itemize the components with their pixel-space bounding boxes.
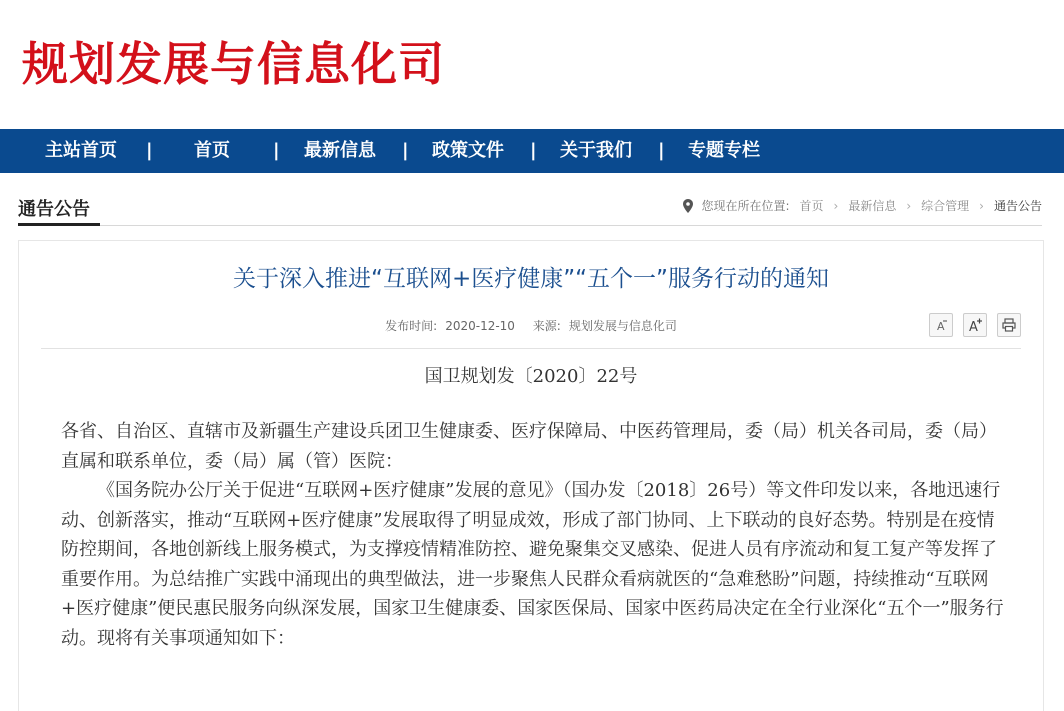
section-title-underline — [18, 223, 100, 226]
article-title: 关于深入推进“互联网+医疗健康”“五个一”服务行动的通知 — [233, 266, 829, 292]
nav-item-latest-info[interactable]: 最新信息 — [304, 140, 376, 161]
nav-item-main-home[interactable]: 主站首页 — [45, 140, 117, 161]
nav-separator: | — [273, 140, 280, 161]
nav-separator: | — [658, 140, 665, 161]
nav-item-special-topics[interactable]: 专题专栏 — [688, 140, 760, 161]
nav-separator: | — [146, 140, 153, 161]
breadcrumb-arrow-icon: › — [979, 199, 984, 213]
article-container — [18, 240, 1044, 711]
breadcrumb-arrow-icon: › — [833, 199, 839, 213]
article-meta — [19, 317, 1043, 335]
document-number: 国卫规划发〔2020〕22号 — [424, 366, 638, 387]
breadcrumb-item-notices: 通告公告 — [993, 199, 1042, 213]
publish-date-label: 发布时间: — [385, 319, 438, 333]
nav-item-home[interactable]: 首页 — [194, 140, 230, 161]
article-header-divider — [41, 348, 1021, 349]
location-pin-icon — [683, 199, 693, 213]
font-decrease-icon — [933, 317, 949, 333]
svg-text:A: A — [969, 320, 978, 333]
section-divider — [18, 225, 1042, 226]
font-decrease-button[interactable] — [929, 313, 953, 337]
nav-item-policy-docs[interactable]: 政策文件 — [432, 140, 504, 161]
section-title: 通告公告 — [18, 199, 90, 220]
font-increase-icon — [967, 317, 983, 333]
breadcrumb-arrow-icon: › — [906, 199, 912, 213]
nav-separator: | — [530, 140, 537, 161]
font-increase-button[interactable] — [963, 313, 987, 337]
article-tools — [919, 313, 1021, 337]
source-label: 来源: — [532, 319, 561, 333]
svg-text:A: A — [937, 320, 945, 333]
article-paragraph: 各省、自治区、直辖市及新疆生产建设兵团卫生健康委、医疗保障局、中医药管理局，委（局）机关各司局，委（局）直属和联系单位，委（局）属（管）医院： — [61, 421, 997, 472]
nav-item-about-us[interactable]: 关于我们 — [560, 140, 632, 161]
print-button[interactable] — [997, 313, 1021, 337]
source-value: 规划发展与信息化司 — [568, 319, 677, 333]
breadcrumb-prefix: 您现在所在位置: — [701, 199, 790, 213]
breadcrumb-item-home[interactable]: 首页 — [799, 199, 824, 213]
breadcrumb-item-latest-info[interactable]: 最新信息 — [848, 199, 897, 213]
nav-separator: | — [402, 140, 409, 161]
site-header — [0, 0, 1064, 128]
publish-date: 2020-12-10 — [445, 319, 515, 333]
main-nav — [0, 129, 1064, 173]
breadcrumb — [683, 196, 1042, 216]
article-paragraph: 《国务院办公厅关于促进“互联网+医疗健康”发展的意见》（国办发〔2018〕26号）等文件印发以来，各地迅速行动、创新落实，推动“互联网+医疗健康”发展取得了明显成效，形成了部门协同、上下联动的良好态势。特别是在疫情防控期间，各地创新线上服务模式，为支撑疫情精准防控、避免聚集交叉感染、促进人员有序流动和复工复产等发挥了重要作用。为总结推广实践中涌现出的典型做法，进一步聚焦人民群众看病就医的“急难愁盼”问题，持续推动“互联网+医疗健康”便民惠民服务向纵深发展，国家卫生健康委、国家医保局、国家中医药局决定在全行业深化“五个一”服务行动。现将有关事项通知如下： — [61, 480, 1004, 649]
print-icon — [1001, 317, 1017, 333]
site-title[interactable]: 规划发展与信息化司 — [22, 37, 445, 91]
breadcrumb-item-general-management[interactable]: 综合管理 — [921, 199, 970, 213]
article-body — [61, 417, 1011, 653]
